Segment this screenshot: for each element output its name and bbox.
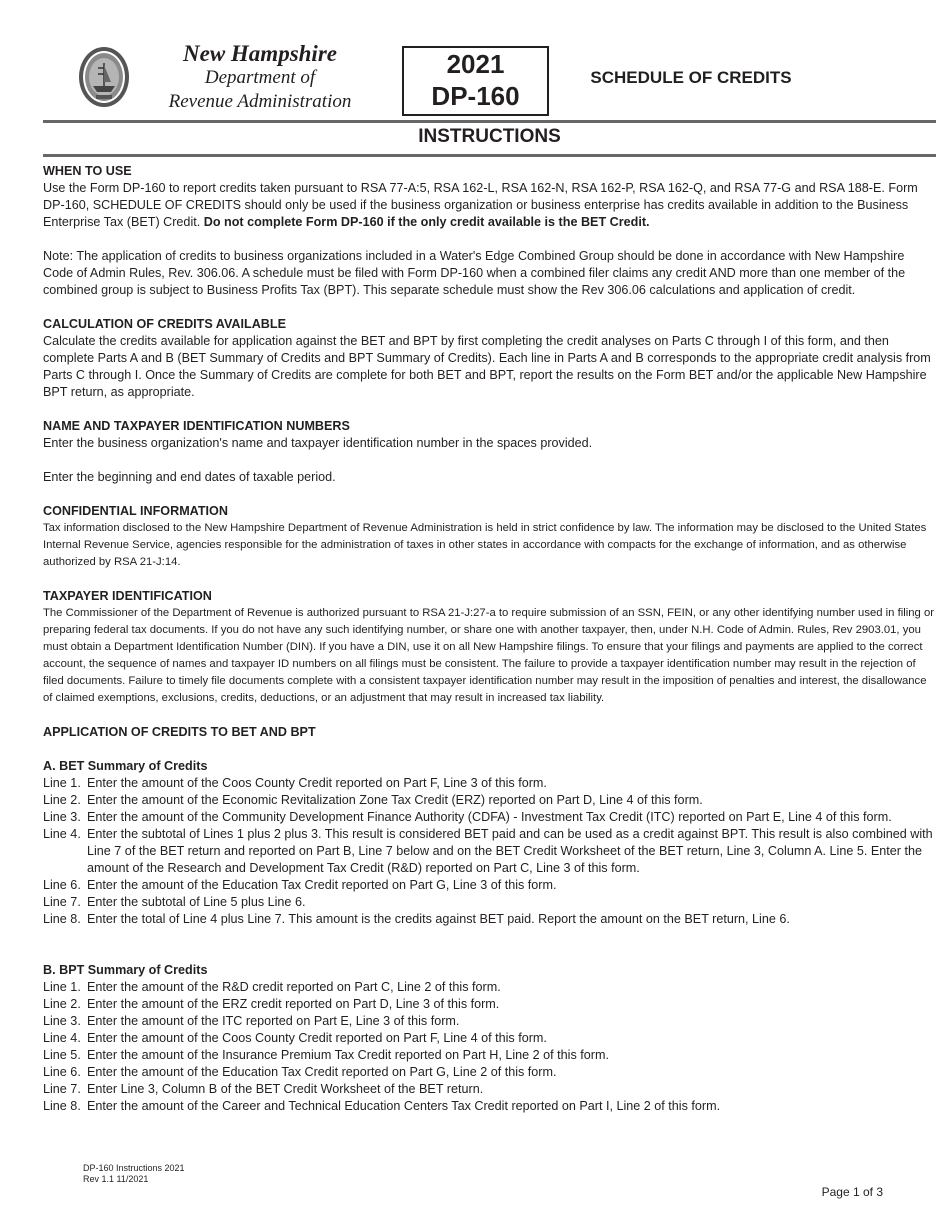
line-label: Line 6. xyxy=(43,1065,81,1079)
line-label: Line 7. xyxy=(43,895,81,909)
list-item xyxy=(43,1081,936,1098)
bpt-summary-lines xyxy=(43,979,936,1115)
department-line-2: Revenue Administration xyxy=(168,91,352,112)
state-name: New Hampshire xyxy=(183,41,337,66)
line-label: Line 4. xyxy=(43,827,81,841)
line-text: Enter the subtotal of Line 5 plus Line 6. xyxy=(87,895,306,909)
section-heading-confidential: CONFIDENTIAL INFORMATION xyxy=(43,504,228,518)
list-item xyxy=(43,877,936,894)
line-label: Line 3. xyxy=(43,810,81,824)
line-text: Enter Line 3, Column B of the BET Credit Worksheet of the BET return. xyxy=(87,1082,484,1096)
bet-summary-heading: A. BET Summary of Credits xyxy=(43,759,208,773)
list-item xyxy=(43,826,936,877)
list-item xyxy=(43,979,936,996)
section-heading-taxpayer-id: TAXPAYER IDENTIFICATION xyxy=(43,589,212,603)
line-text: Enter the amount of the Insurance Premium Tax Credit reported on Part H, Line 2 of this form. xyxy=(87,1048,609,1062)
line-label: Line 3. xyxy=(43,1014,81,1028)
list-item xyxy=(43,1098,936,1115)
when-to-use-body: Use the Form DP-160 to report credits taken pursuant to RSA 77-A:5, RSA 162-L, RSA 162-N, RSA 162-P, RSA 162-Q, and RSA 77-G and RSA 188-E. Form DP-160, SCHEDULE OF CREDITS should only be used if the business organization or business enterprise has credits available in addition to the Business Enterprise Tax (BET) Credit. xyxy=(43,181,918,229)
line-text: Enter the amount of the Economic Revitalization Zone Tax Credit (ERZ) reported on Part D, Line 4 of this form. xyxy=(87,793,703,807)
line-label: Line 6. xyxy=(43,878,81,892)
section-heading-when-to-use: WHEN TO USE xyxy=(43,164,132,178)
instructions-body xyxy=(43,163,936,1115)
form-id-box xyxy=(402,46,549,116)
top-divider xyxy=(43,120,936,123)
line-text: Enter the amount of the Coos County Credit reported on Part F, Line 3 of this form. xyxy=(87,776,547,790)
form-number: DP-160 xyxy=(431,81,520,111)
page-number: Page 1 of 3 xyxy=(821,1185,883,1199)
form-year: 2021 xyxy=(446,49,505,79)
calculation-text: Calculate the credits available for application against the BET and BPT by first completing the credit analyses on Parts C through I of this form, and then complete Parts A and B (BET Summary of Credits and BPT Summary of Credits). Each line in Parts A and B corresponds to the appropriate credit analysis from Parts C through I. Once the Summary of Credits are complete for both BET and BPT, report the results on the Form BET and/or the applicable New Hampshire BPT return, as appropriate. xyxy=(43,334,931,399)
section-heading-name-tin: NAME AND TAXPAYER IDENTIFICATION NUMBERS xyxy=(43,419,350,433)
when-to-use-text xyxy=(43,180,936,231)
list-item xyxy=(43,809,936,826)
line-text: Enter the amount of the Career and Technical Education Centers Tax Credit reported on Part I, Line 2 of this form. xyxy=(87,1099,721,1113)
line-text: Enter the amount of the R&D credit reported on Part C, Line 2 of this form. xyxy=(87,980,501,994)
line-text: Enter the amount of the Education Tax Credit reported on Part G, Line 2 of this form. xyxy=(87,1065,557,1079)
line-text: Enter the amount of the ITC reported on Part E, Line 3 of this form. xyxy=(87,1014,460,1028)
line-label: Line 2. xyxy=(43,793,81,807)
line-label: Line 4. xyxy=(43,1031,81,1045)
name-tin-text: Enter the business organization's name and taxpayer identification number in the spaces provided. xyxy=(43,436,593,450)
instructions-title: INSTRUCTIONS xyxy=(418,126,561,147)
list-item xyxy=(43,792,936,809)
bet-summary-lines xyxy=(43,775,936,928)
schedule-title: SCHEDULE OF CREDITS xyxy=(590,68,792,87)
list-item xyxy=(43,1047,936,1064)
list-item xyxy=(43,1064,936,1081)
section-heading-calculation: CALCULATION OF CREDITS AVAILABLE xyxy=(43,317,286,331)
when-to-use-bold: Do not complete Form DP-160 if the only credit available is the BET Credit. xyxy=(203,215,650,229)
combined-group-note: Note: The application of credits to business organizations included in a Water's Edge Combined Group should be done in accordance with New Hampshire Code of Admin Rules, Rev. 306.06. A schedule must be filed with Form DP-160 when a combined filer claims any credit AND more than one member of the combined group is subject to Business Profits Tax (BPT). This separate schedule must show the Rev 306.06 calculations and application of credit. xyxy=(43,249,906,297)
footer-form-ref: DP-160 Instructions 2021 xyxy=(83,1163,185,1173)
line-label: Line 7. xyxy=(43,1082,81,1096)
line-text: Enter the amount of the Education Tax Credit reported on Part G, Line 3 of this form. xyxy=(87,878,557,892)
department-line-1: Department of xyxy=(204,67,316,88)
line-label: Line 8. xyxy=(43,1099,81,1113)
footer-revision: Rev 1.1 11/2021 xyxy=(83,1174,149,1184)
taxable-period-text: Enter the beginning and end dates of taxable period. xyxy=(43,470,336,484)
list-item xyxy=(43,911,936,928)
section-heading-application: APPLICATION OF CREDITS TO BET AND BPT xyxy=(43,725,316,739)
line-label: Line 5. xyxy=(43,1048,81,1062)
line-text: Enter the amount of the ERZ credit reported on Part D, Line 3 of this form. xyxy=(87,997,500,1011)
line-text: Enter the total of Line 4 plus Line 7. This amount is the credits against BET paid. Report the amount on the BET return, Line 6. xyxy=(87,912,790,926)
list-item xyxy=(43,775,936,792)
list-item xyxy=(43,894,936,911)
bottom-divider xyxy=(43,154,936,157)
department-name xyxy=(145,42,375,114)
footer-form-info xyxy=(83,1163,185,1185)
line-label: Line 1. xyxy=(43,776,81,790)
line-label: Line 8. xyxy=(43,912,81,926)
line-label: Line 1. xyxy=(43,980,81,994)
line-text: Enter the amount of the Coos County Credit reported on Part F, Line 4 of this form. xyxy=(87,1031,547,1045)
taxpayer-id-text: The Commissioner of the Department of Revenue is authorized pursuant to RSA 21-J:27-a to require submission of an SSN, FEIN, or any other identifying number used in filing or preparing federal tax documents. If you do not have any such identifying number, or share one with another taxpayer, then, under N.H. Code of Admin. Rules, Rev 2903.01, you must obtain a Department Identification Number (DIN). If you have a DIN, use it on all New Hampshire filings. To ensure that your filings and payments are applied to the correct account, the sequence of names and taxpayer ID numbers on all filings must be consistent. The failure to provide a taxpayer identification number may result in the rejection of filed documents. Failure to timely file documents complete with a consistent taxpayer identification number may result in the imposition of penalties and interest, the disallowance of claimed exemptions, exclusions, credits, deductions, or an adjustment that may result in increased tax liability. xyxy=(43,607,935,704)
confidential-text: Tax information disclosed to the New Hampshire Department of Revenue Administration is held in strict confidence by law. The information may be disclosed to the United States Internal Revenue Service, agencies responsible for the administration of taxes in other states in accordance with compacts for the exchange of information, and as otherwise authorized by RSA 21-J:14. xyxy=(43,522,927,568)
bpt-summary-heading: B. BPT Summary of Credits xyxy=(43,963,208,977)
line-text: Enter the subtotal of Lines 1 plus 2 plus 3. This result is considered BET paid and can be used as a credit against BPT. This result is also combined with Line 7 of the BET return and reported on Part B, Line 7 below and on the BET Credit Worksheet of the BET return, Line 3, Column A. Line 5. Enter the amount of the Research and Development Tax Credit (R&D) reported on Part C, Line 3 of this form. xyxy=(87,827,933,875)
line-label: Line 2. xyxy=(43,997,81,1011)
list-item xyxy=(43,1030,936,1047)
line-text: Enter the amount of the Community Development Finance Authority (CDFA) - Investment Tax Credit (ITC) reported on Part E, Line 4 of this form. xyxy=(87,810,892,824)
list-item xyxy=(43,1013,936,1030)
state-seal-icon xyxy=(78,46,130,108)
list-item xyxy=(43,996,936,1013)
